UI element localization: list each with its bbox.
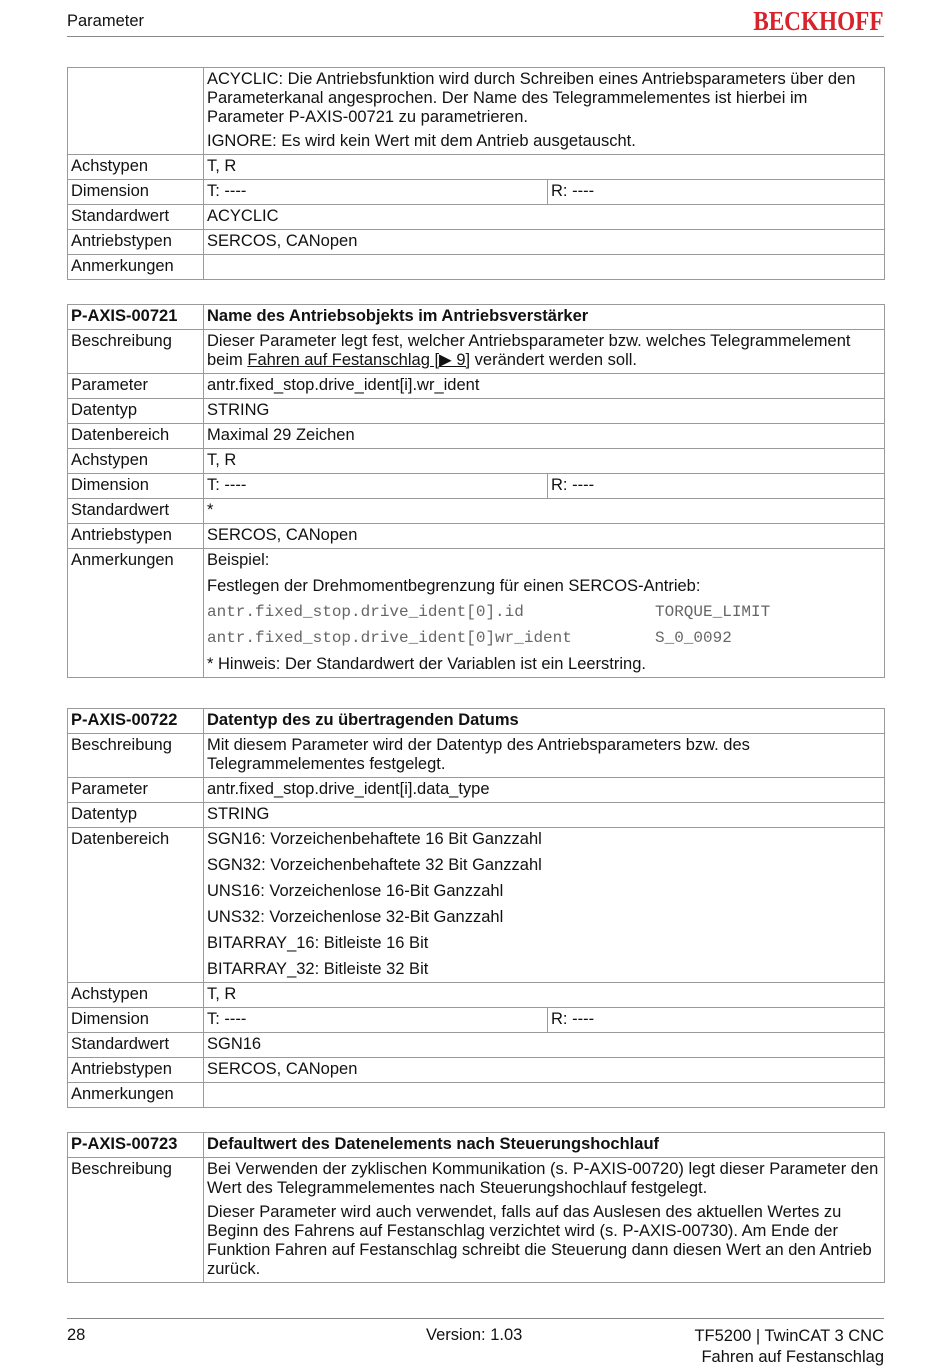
parameter-id: P-AXIS-00723 xyxy=(68,1133,204,1158)
table-row xyxy=(68,330,885,374)
table-row xyxy=(68,374,885,399)
row-value: SERCOS, CANopen xyxy=(204,230,885,255)
beckhoff-logo: BECKHOFF xyxy=(753,6,884,36)
table-header-row xyxy=(68,1133,885,1158)
parameter-table-p-axis-00723 xyxy=(67,1132,885,1283)
row-value: T, R xyxy=(204,983,885,1008)
table-row xyxy=(68,549,885,678)
row-value: STRING xyxy=(204,803,885,828)
code-line xyxy=(207,603,881,622)
row-label: Antriebstypen xyxy=(68,230,204,255)
parameter-title: Datentyp des zu übertragenden Datums xyxy=(204,709,885,734)
table-row xyxy=(68,180,885,205)
row-label: Achstypen xyxy=(68,155,204,180)
row-label: Dimension xyxy=(68,1008,204,1033)
table-row xyxy=(68,1008,885,1033)
parameter-title: Name des Antriebsobjekts im Antriebsverstärker xyxy=(204,305,885,330)
header-divider xyxy=(67,36,884,37)
desc-text: Dieser Parameter legt fest, welcher Antriebsparameter bzw. welches Telegrammelement beim xyxy=(207,332,851,369)
footer-product-info xyxy=(694,1326,884,1368)
header-title: Parameter xyxy=(67,12,145,30)
table-row xyxy=(68,524,885,549)
row-label: Anmerkungen xyxy=(68,1083,204,1108)
row-value xyxy=(204,474,885,499)
row-value xyxy=(204,1158,885,1283)
footer-divider xyxy=(67,1318,884,1319)
table-row xyxy=(68,230,885,255)
row-label: Datentyp xyxy=(68,399,204,424)
row-value xyxy=(204,255,885,280)
example-intro: Festlegen der Drehmomentbegrenzung für einen SERCOS-Antrieb: xyxy=(207,577,701,595)
row-value: T, R xyxy=(204,449,885,474)
code-variable: antr.fixed_stop.drive_ident[0]wr_ident xyxy=(207,629,572,647)
row-label: Anmerkungen xyxy=(68,255,204,280)
row-value: antr.fixed_stop.drive_ident[i].wr_ident xyxy=(204,374,885,399)
parameter-table-p-axis-00721 xyxy=(67,304,885,678)
table-row xyxy=(68,424,885,449)
row-label: Anmerkungen xyxy=(68,549,204,678)
table-row xyxy=(68,1033,885,1058)
parameter-table-p-axis-00720-cont xyxy=(67,67,885,280)
table-row xyxy=(68,205,885,230)
row-label: Dimension xyxy=(68,474,204,499)
row-value: SGN16 xyxy=(204,1033,885,1058)
code-variable: antr.fixed_stop.drive_ident[0].id xyxy=(207,603,524,621)
row-value xyxy=(204,330,885,374)
row-value: Maximal 29 Zeichen xyxy=(204,424,885,449)
row-label: Antriebstypen xyxy=(68,1058,204,1083)
datatype-option: SGN16: Vorzeichenbehaftete 16 Bit Ganzzahl xyxy=(207,830,542,848)
table-row xyxy=(68,68,885,155)
row-label: Beschreibung xyxy=(68,330,204,374)
table-row xyxy=(68,1158,885,1283)
row-value: * xyxy=(204,499,885,524)
datatype-option: UNS32: Vorzeichenlose 32-Bit Ganzzahl xyxy=(207,908,504,926)
row-value xyxy=(204,1008,885,1033)
desc-paragraph: Bei Verwenden der zyklischen Kommunikation (s. P-AXIS-00720) legt dieser Parameter den Wert des Telegrammelementes nach Steuerungshochlauf festgelegt. xyxy=(207,1160,879,1197)
table-header-row xyxy=(68,305,885,330)
desc-acyclic: ACYCLIC: Die Antriebsfunktion wird durch Schreiben eines Antriebsparameters über den Parameterkanal angesprochen. Der Name des Telegrammelementes ist hierbei im Parameter P-AXIS-00721 zu parametrieren. xyxy=(207,70,856,126)
row-label: Beschreibung xyxy=(68,734,204,778)
table-row xyxy=(68,1083,885,1108)
dimension-r: R: ---- xyxy=(547,474,594,498)
page-number: 28 xyxy=(67,1326,86,1344)
datatype-option: BITARRAY_16: Bitleiste 16 Bit xyxy=(207,934,429,952)
beispiel-label: Beispiel: xyxy=(207,551,270,569)
datatype-option: UNS16: Vorzeichenlose 16-Bit Ganzzahl xyxy=(207,882,504,900)
table-row xyxy=(68,803,885,828)
row-value xyxy=(204,828,885,983)
table-row xyxy=(68,828,885,983)
row-label: Dimension xyxy=(68,180,204,205)
parameter-id: P-AXIS-00721 xyxy=(68,305,204,330)
row-label: Achstypen xyxy=(68,449,204,474)
table-row xyxy=(68,778,885,803)
table-row xyxy=(68,1058,885,1083)
parameter-id: P-AXIS-00722 xyxy=(68,709,204,734)
desc-paragraph: Dieser Parameter wird auch verwendet, falls auf das Auslesen des aktuellen Wertes zu Beginn des Fahrens auf Festanschlag verzichtet wird (s. P-AXIS-00730). Am Ende der Funktion Fahren auf Festanschlag schreibt die Steuerung dann diesen Wert an den Antrieb zurück. xyxy=(207,1203,872,1278)
row-value: ACYCLIC xyxy=(204,205,885,230)
dimension-r: R: ---- xyxy=(547,1008,594,1032)
row-label: Parameter xyxy=(68,778,204,803)
parameter-table-p-axis-00722 xyxy=(67,708,885,1108)
code-value: TORQUE_LIMIT xyxy=(655,603,771,621)
dimension-t: T: ---- xyxy=(207,182,247,200)
row-value xyxy=(204,180,885,205)
product-name: TF5200 | TwinCAT 3 CNC xyxy=(694,1327,884,1345)
dimension-r: R: ---- xyxy=(547,180,594,204)
table-header-row xyxy=(68,709,885,734)
table-row xyxy=(68,449,885,474)
table-row xyxy=(68,399,885,424)
code-line xyxy=(207,629,881,648)
row-value: SERCOS, CANopen xyxy=(204,524,885,549)
document-version: Version: 1.03 xyxy=(426,1326,523,1344)
table-row xyxy=(68,255,885,280)
table-row xyxy=(68,474,885,499)
row-label: Achstypen xyxy=(68,983,204,1008)
row-label: Datentyp xyxy=(68,803,204,828)
parameter-title: Defaultwert des Datenelements nach Steuerungshochlauf xyxy=(204,1133,885,1158)
row-label: Datenbereich xyxy=(68,828,204,983)
table-row xyxy=(68,983,885,1008)
row-label: Beschreibung xyxy=(68,1158,204,1283)
row-value: T, R xyxy=(204,155,885,180)
row-label: Parameter xyxy=(68,374,204,399)
dimension-t: T: ---- xyxy=(207,476,247,494)
label-cell xyxy=(68,68,204,155)
table-row xyxy=(68,499,885,524)
row-value xyxy=(204,1083,885,1108)
row-value: antr.fixed_stop.drive_ident[i].data_type xyxy=(204,778,885,803)
row-label: Standardwert xyxy=(68,1033,204,1058)
table-row xyxy=(68,734,885,778)
row-label: Datenbereich xyxy=(68,424,204,449)
row-label: Standardwert xyxy=(68,499,204,524)
desc-ignore: IGNORE: Es wird kein Wert mit dem Antrieb ausgetauscht. xyxy=(207,132,636,150)
row-value: Mit diesem Parameter wird der Datentyp des Antriebsparameters bzw. des Telegrammelementes festgelegt. xyxy=(204,734,885,778)
dimension-t: T: ---- xyxy=(207,1010,247,1028)
chapter-name: Fahren auf Festanschlag xyxy=(701,1348,884,1366)
row-label: Standardwert xyxy=(68,205,204,230)
row-label: Antriebstypen xyxy=(68,524,204,549)
hinweis-note: * Hinweis: Der Standardwert der Variablen ist ein Leerstring. xyxy=(207,655,646,673)
row-value xyxy=(204,549,885,678)
description-cell xyxy=(204,68,885,155)
table-row xyxy=(68,155,885,180)
row-value: SERCOS, CANopen xyxy=(204,1058,885,1083)
code-value: S_0_0092 xyxy=(655,629,732,647)
datatype-option: SGN32: Vorzeichenbehaftete 32 Bit Ganzzahl xyxy=(207,856,542,874)
festanschlag-link[interactable]: Fahren auf Festanschlag [▶ 9] xyxy=(247,351,471,369)
datatype-option: BITARRAY_32: Bitleiste 32 Bit xyxy=(207,960,429,978)
desc-text: verändert werden soll. xyxy=(470,351,638,369)
row-value: STRING xyxy=(204,399,885,424)
